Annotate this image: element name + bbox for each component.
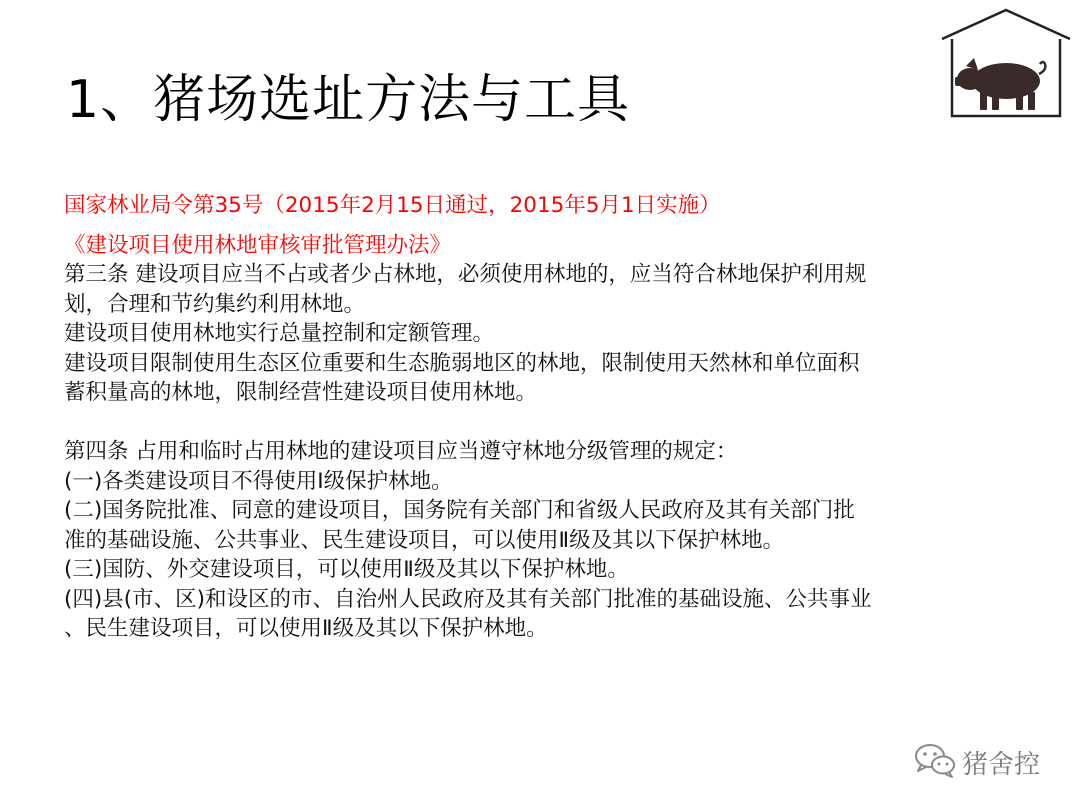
article4-line: 第四条 占用和临时占用林地的建设项目应当遵守林地分级管理的规定：	[64, 439, 738, 464]
wechat-icon	[912, 740, 958, 784]
slide-body	[64, 191, 984, 644]
slide-title: 1、猪场选址方法与工具	[66, 70, 631, 130]
article4-line: 准的基础设施、公共事业、民生建设项目，可以使用Ⅱ级及其以下保护林地。	[64, 527, 785, 553]
spacer	[64, 221, 984, 231]
decree-line: 国家林业局令第35号（2015年2月15日通过，2015年5月1日实施）	[64, 193, 721, 218]
article3-line: 建设项目使用林地实行总量控制和定额管理。	[64, 321, 495, 346]
article3-line: 第三条 建设项目应当不占或者少占林地，必须使用林地的，应当符合林地保护利用规	[64, 262, 867, 287]
article3-line: 建设项目限制使用生态区位重要和生态脆弱地区的林地，限制使用天然林和单位面积	[64, 350, 860, 376]
article4-line: 、民生建设项目，可以使用Ⅱ级及其以下保护林地。	[64, 616, 548, 641]
watermark	[912, 740, 1040, 784]
regulation-title: 《建设项目使用林地审核审批管理办法》	[64, 232, 452, 258]
spacer	[64, 408, 984, 438]
pig-house-icon	[938, 8, 1074, 120]
article4-line: (四)县(市、区)和设区的市、自治州人民政府及其有关部门批准的基础设施、公共事业	[64, 586, 872, 612]
article4-line: (一)各类建设项目不得使用Ⅰ级保护林地。	[64, 468, 453, 494]
article3-line: 蓄积量高的林地，限制经营性建设项目使用林地。	[64, 380, 538, 405]
article4-line: (三)国防、外交建设项目，可以使用Ⅱ级及其以下保护林地。	[64, 557, 629, 582]
article3-line: 划，合理和节约集约利用林地。	[64, 291, 366, 317]
article4-line: (二)国务院批准、同意的建设项目，国务院有关部门和省级人民政府及其有关部门批	[64, 498, 855, 523]
watermark-text: 猪舍控	[962, 749, 1041, 780]
